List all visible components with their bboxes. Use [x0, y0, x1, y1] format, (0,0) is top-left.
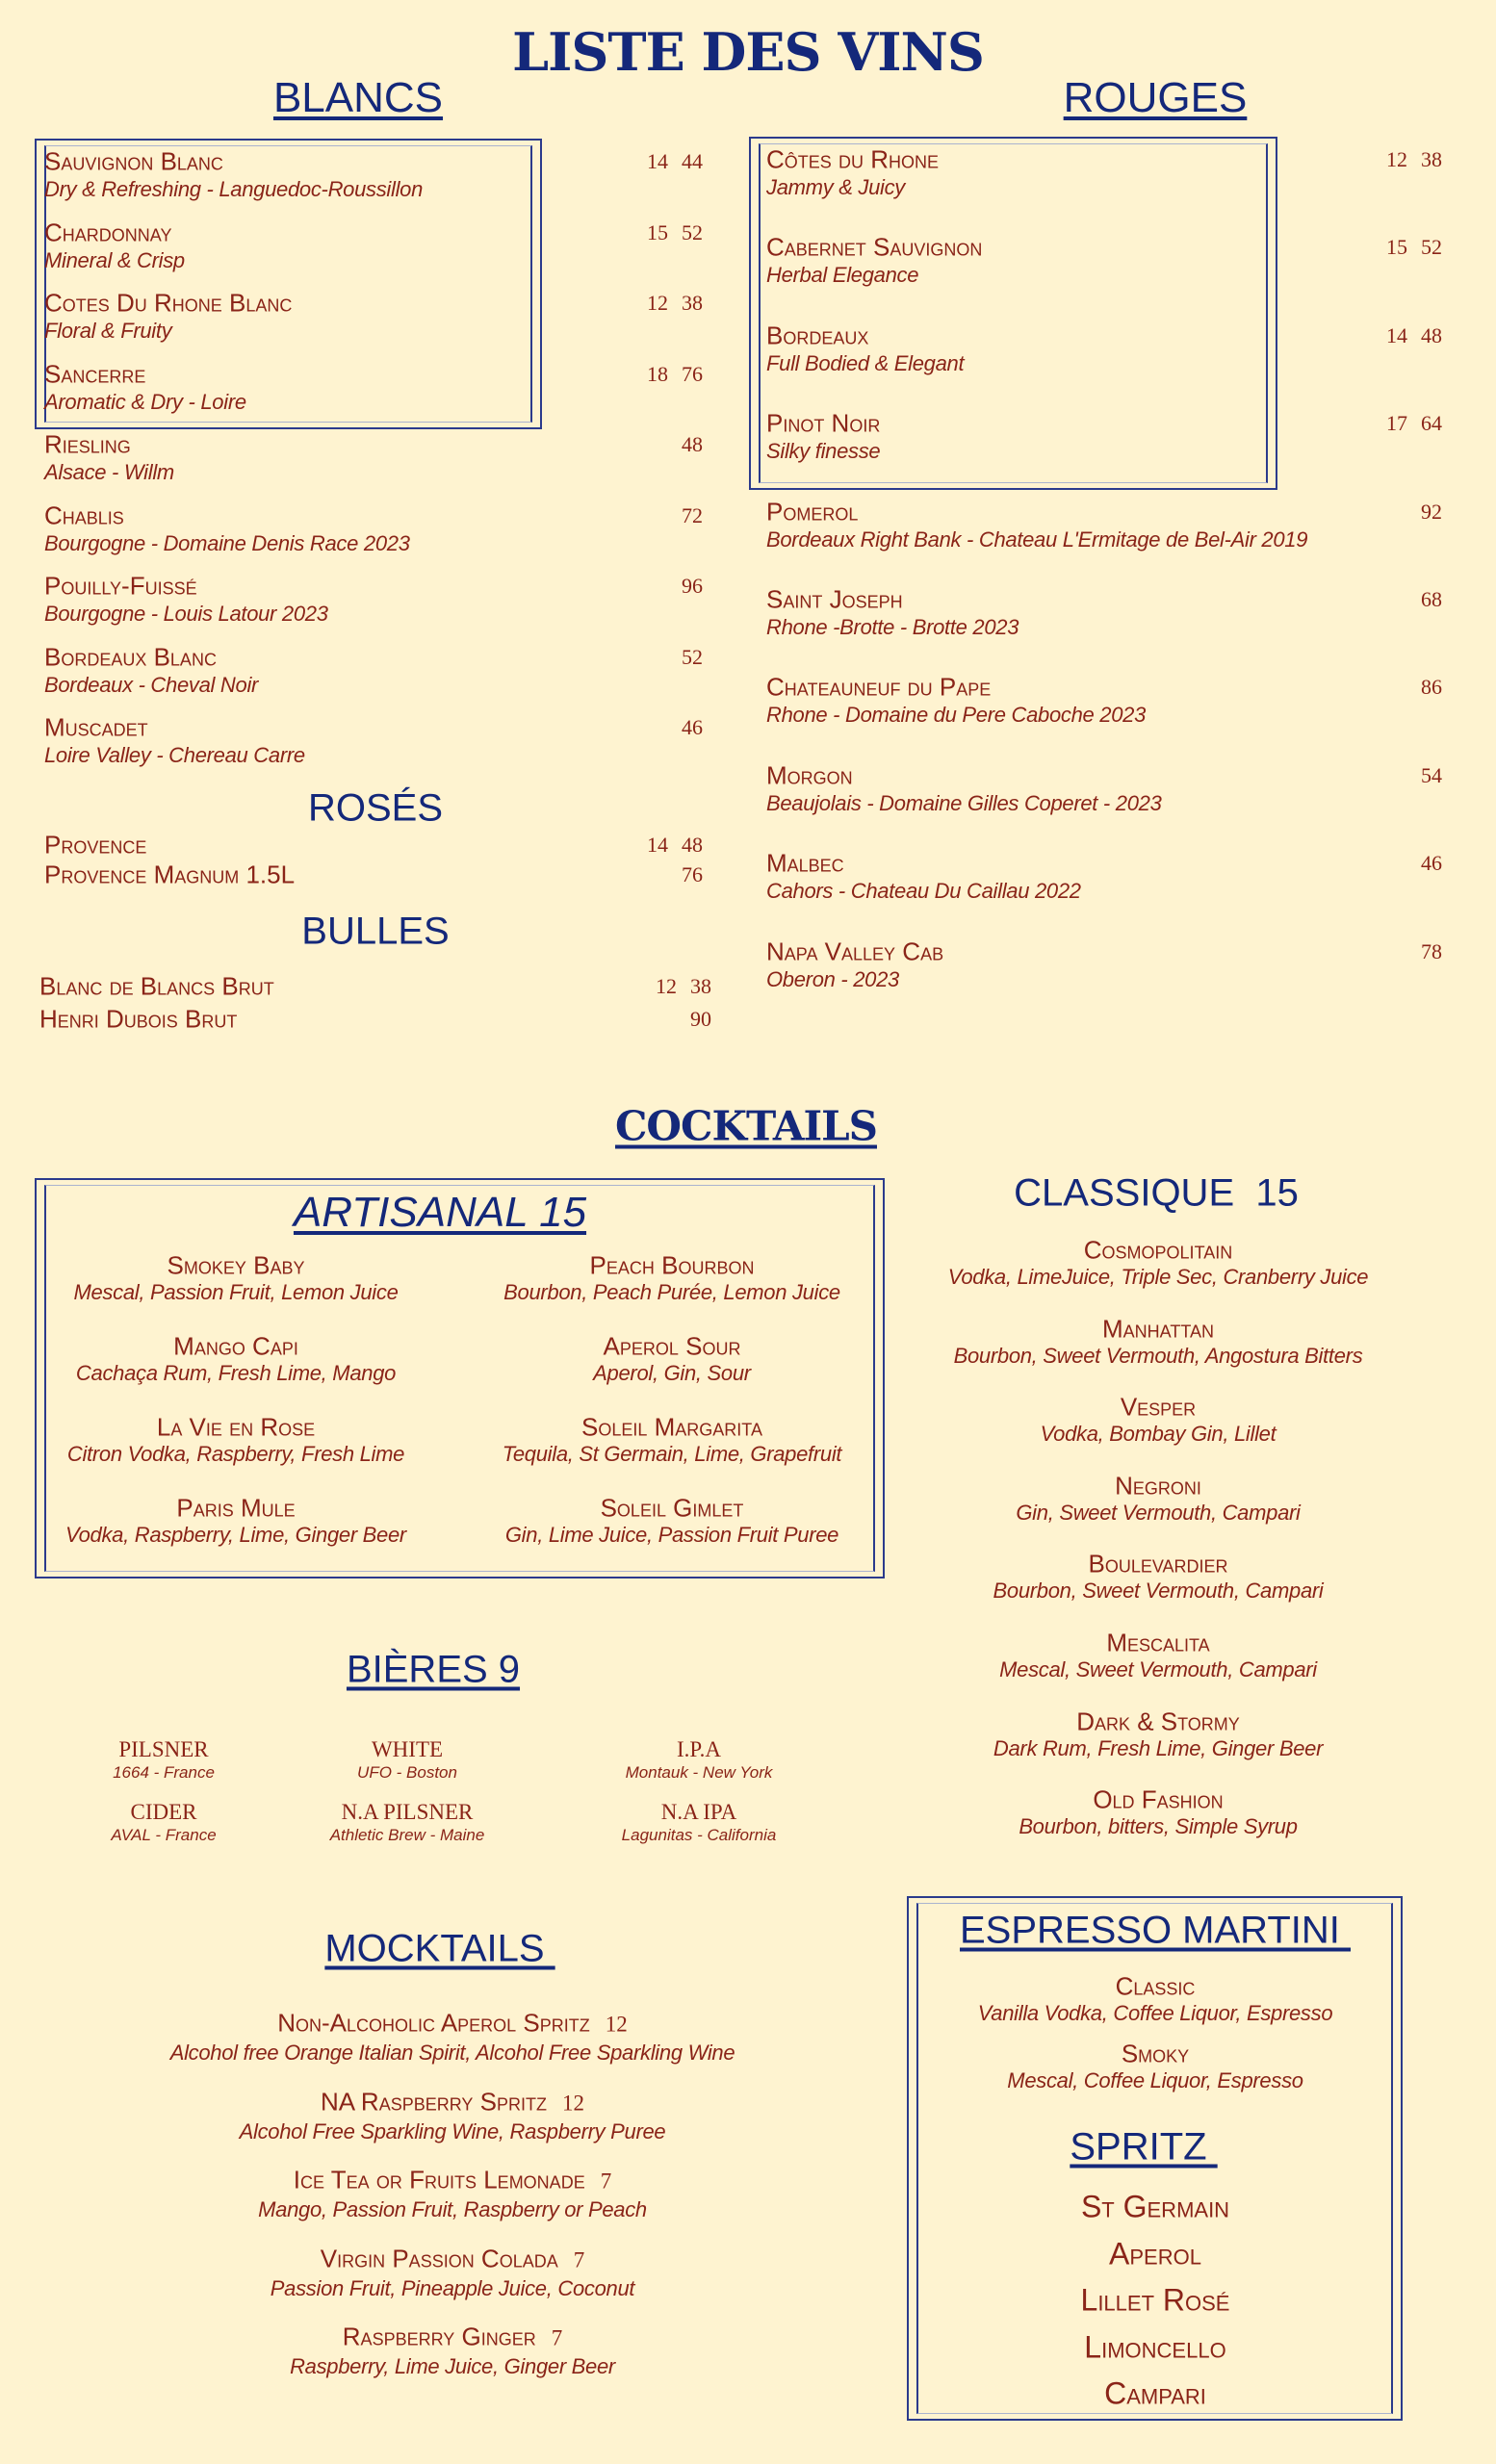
wine-name: Sauvignon Blanc: [44, 146, 223, 176]
beer-name: PILSNER: [118, 1737, 209, 1761]
bottle-price: 52: [682, 644, 703, 669]
wine-price: [1407, 675, 1442, 700]
bottle-price: 54: [1421, 762, 1442, 787]
cocktail-ingredients: Bourbon, Peach Purée, Lemon Juice: [503, 1280, 840, 1304]
cocktail-ingredients: Vodka, Raspberry, Lime, Ginger Beer: [65, 1523, 406, 1547]
bottle-price: 90: [690, 1007, 711, 1031]
cocktail-name: La Vie en Rose: [156, 1412, 316, 1442]
bottle-price: 72: [682, 502, 703, 527]
mocktail-name-row: [321, 2087, 584, 2117]
wine-price: [1373, 147, 1442, 172]
mocktail-price: 12: [561, 2091, 584, 2116]
spritz-item: Campari: [1104, 2375, 1206, 2411]
bottle-price: 38: [1421, 147, 1442, 171]
wine-price: [668, 715, 703, 740]
classique-heading: CLASSIQUE 15: [1014, 1171, 1299, 1215]
cocktail-ingredients: Mescal, Sweet Vermouth, Campari: [999, 1657, 1317, 1681]
wine-description: Loire Valley - Chereau Carre: [44, 743, 305, 767]
mocktail-ingredients: Passion Fruit, Pineapple Juice, Coconut: [270, 2275, 635, 2300]
beer-name: I.P.A: [676, 1737, 722, 1761]
wine-name: Chateauneuf du Pape: [766, 672, 992, 702]
wine-description: Herbal Elegance: [766, 263, 919, 288]
wine-price: [668, 432, 703, 457]
cocktail-name: Peach Bourbon: [589, 1250, 755, 1280]
bottle-price: 76: [682, 862, 703, 886]
beer-name: CIDER: [130, 1800, 197, 1824]
wine-name: Blanc de Blancs Brut: [39, 971, 274, 1001]
mocktail-name-row: [294, 2166, 611, 2195]
glass-price: 14: [1386, 322, 1407, 347]
glass-price: 14: [647, 149, 668, 173]
mocktail-price: 7: [600, 2169, 612, 2194]
roses-heading: ROSÉS: [307, 786, 444, 830]
bottle-price: 96: [682, 574, 703, 598]
glass-price: 17: [1386, 411, 1407, 436]
espresso-martini-ingredients: Vanilla Vodka, Coffee Liquor, Espresso: [977, 2001, 1333, 2025]
wine-price: [633, 149, 703, 174]
espresso-martini-ingredients: Mescal, Coffee Liquor, Espresso: [1007, 2068, 1303, 2092]
cocktail-name: Mescalita: [1106, 1628, 1210, 1657]
spritz-item: Limoncello: [1084, 2329, 1226, 2364]
wine-name: Sancerre: [44, 359, 146, 388]
bottle-price: 52: [682, 219, 703, 244]
wine-price: [668, 645, 703, 670]
wine-name: Pouilly-Fuissé: [44, 571, 197, 601]
wine-name: Cabernet Sauvignon: [766, 232, 983, 262]
wine-price: [1407, 587, 1442, 612]
bottle-price: 78: [1421, 938, 1442, 963]
beer-origin: Athletic Brew - Maine: [329, 1826, 485, 1844]
wine-name: Chardonnay: [44, 218, 172, 246]
cocktail-ingredients: Bourbon, Sweet Vermouth, Campari: [993, 1578, 1324, 1604]
wine-description: Oberon - 2023: [766, 966, 899, 991]
wine-description: Cahors - Chateau Du Caillau 2022: [766, 879, 1081, 904]
spritz-heading: SPRITZ: [1070, 2125, 1218, 2169]
cocktail-ingredients: Bourbon, Sweet Vermouth, Angostura Bitters: [953, 1343, 1363, 1368]
bottle-price: 44: [682, 149, 703, 173]
wine-description: Aromatic & Dry - Loire: [44, 389, 246, 414]
cocktail-ingredients: Dark Rum, Fresh Lime, Ginger Beer: [993, 1735, 1324, 1760]
glass-price: 14: [647, 833, 668, 857]
wine-description: Beaujolais - Domaine Gilles Coperet - 2023: [766, 790, 1162, 815]
cocktail-ingredients: Vodka, Bombay Gin, Lillet: [1040, 1422, 1277, 1447]
wine-description: Bourgogne - Domaine Denis Race 2023: [44, 530, 410, 555]
cocktail-name: Smokey Baby: [167, 1250, 305, 1280]
cocktail-ingredients: Cachaça Rum, Fresh Lime, Mango: [75, 1361, 397, 1385]
cocktail-name: Vesper: [1120, 1392, 1197, 1422]
glass-price: 15: [1386, 235, 1407, 260]
wine-name: Napa Valley Cab: [766, 937, 944, 966]
mocktails-heading: MOCKTAILS: [324, 1927, 555, 1970]
wine-price: [668, 503, 703, 528]
wine-price: [668, 574, 703, 599]
wine-name: Henri Dubois Brut: [39, 1004, 238, 1034]
beer-name: WHITE: [371, 1737, 444, 1761]
beer-origin: AVAL - France: [111, 1826, 217, 1844]
bulles-heading: BULLES: [301, 910, 450, 953]
beer-origin: 1664 - France: [113, 1763, 215, 1782]
beer-name: N.A PILSNER: [341, 1800, 474, 1824]
cocktail-ingredients: Mescal, Passion Fruit, Lemon Juice: [73, 1280, 399, 1304]
wine-name: Bordeaux: [766, 321, 869, 350]
wine-price: [1373, 411, 1442, 436]
cocktail-ingredients: Gin, Sweet Vermouth, Campari: [1016, 1500, 1301, 1525]
bottle-price: 68: [1421, 587, 1442, 611]
beer-origin: Lagunitas - California: [621, 1826, 777, 1844]
wine-description: Bordeaux - Cheval Noir: [44, 672, 259, 697]
wine-description: Bourgogne - Louis Latour 2023: [44, 602, 328, 626]
page-title: LISTE DES VINS: [512, 21, 984, 83]
blancs-heading: BLANCS: [272, 74, 444, 121]
cocktail-ingredients: Gin, Lime Juice, Passion Fruit Puree: [504, 1523, 839, 1547]
wine-price: [1373, 235, 1442, 260]
cocktail-name: Soleil Gimlet: [600, 1493, 744, 1523]
wine-price: [633, 291, 703, 316]
glass-price: 12: [1386, 147, 1407, 171]
wine-name: Riesling: [44, 429, 131, 459]
artisanal-heading: ARTISANAL 15: [293, 1189, 587, 1236]
cocktail-name: Mango Capi: [173, 1331, 298, 1361]
espresso-martini-name: Smoky: [1121, 2039, 1190, 2068]
mocktail-ingredients: Alcohol free Orange Italian Spirit, Alcohol Free Sparkling Wine: [169, 2040, 735, 2065]
glass-price: 12: [647, 291, 668, 315]
bottle-price: 38: [690, 974, 711, 998]
beer-name: N.A IPA: [660, 1800, 737, 1824]
bottle-price: 38: [682, 291, 703, 315]
bottle-price: 46: [682, 715, 703, 739]
wine-name: Saint Joseph: [766, 584, 903, 614]
bottle-price: 48: [682, 432, 703, 456]
espresso-martini-heading: ESPRESSO MARTINI: [959, 1909, 1352, 1952]
bottle-price: 64: [1421, 411, 1442, 436]
bottle-price: 86: [1421, 675, 1442, 700]
wine-name: Muscadet: [44, 712, 148, 742]
cocktail-ingredients: Bourbon, bitters, Simple Syrup: [1019, 1814, 1298, 1839]
wine-name: Pomerol: [766, 497, 859, 526]
mocktail-name-row: [277, 2009, 628, 2039]
wine-description: Full Bodied & Elegant: [766, 350, 965, 375]
glass-price: 18: [647, 361, 668, 386]
cocktails-heading: COCKTAILS: [615, 1102, 877, 1150]
wine-price: [1373, 323, 1442, 348]
wine-description: Rhone - Domaine du Pere Caboche 2023: [766, 703, 1147, 728]
wine-name: Côtes du Rhone: [766, 144, 940, 174]
cocktail-ingredients: Aperol, Gin, Sour: [593, 1361, 751, 1385]
glass-price: 12: [656, 974, 677, 998]
mocktail-ingredients: Alcohol Free Sparkling Wine, Raspberry Puree: [239, 2118, 666, 2143]
mocktail-ingredients: Mango, Passion Fruit, Raspberry or Peach: [258, 2197, 647, 2222]
wine-name: Cotes Du Rhone Blanc: [44, 288, 293, 318]
wine-description: Floral & Fruity: [44, 319, 172, 343]
wine-price: [1407, 851, 1442, 876]
wine-name: Morgon: [766, 760, 853, 790]
mocktail-name-row: [343, 2323, 562, 2352]
bottle-price: 76: [682, 361, 703, 386]
cocktail-name: Aperol Sour: [603, 1331, 741, 1361]
mocktail-name: Non-Alcoholic Aperol Spritz: [277, 2008, 590, 2038]
mocktail-price: 12: [605, 2012, 628, 2037]
wine-price: [1407, 500, 1442, 525]
wine-price: [677, 1007, 711, 1032]
mocktail-name: Virgin Passion Colada: [320, 2244, 558, 2273]
mocktail-price: 7: [551, 2325, 563, 2350]
wine-name: Provence Magnum 1.5L: [44, 860, 296, 889]
bottle-price: 52: [1421, 235, 1442, 260]
cocktail-name: Cosmopolitain: [1083, 1235, 1233, 1265]
spritz-item: Lillet Rosé: [1080, 2282, 1230, 2318]
mocktail-name: Ice Tea or Fruits Lemonade: [293, 2165, 585, 2194]
wine-name: Chablis: [44, 500, 124, 529]
spritz-item: St Germain: [1080, 2189, 1230, 2224]
mocktail-name-row: [321, 2244, 584, 2273]
wine-description: Rhone -Brotte - Brotte 2023: [766, 615, 1019, 639]
wine-description: Mineral & Crisp: [44, 247, 185, 272]
glass-price: 15: [647, 219, 668, 244]
wine-price: [633, 220, 703, 245]
cocktail-name: Negroni: [1115, 1471, 1201, 1501]
cocktail-ingredients: Tequila, St Germain, Lime, Grapefruit: [502, 1442, 842, 1466]
cocktail-name: Old Fashion: [1093, 1784, 1224, 1814]
wine-price: [642, 974, 711, 999]
mocktail-ingredients: Raspberry, Lime Juice, Ginger Beer: [290, 2354, 615, 2379]
cocktail-ingredients: Vodka, LimeJuice, Triple Sec, Cranberry Juice: [947, 1265, 1369, 1289]
cocktail-name: Paris Mule: [176, 1493, 296, 1523]
bieres-heading: BIÈRES 9: [346, 1648, 521, 1691]
cocktail-name: Manhattan: [1102, 1314, 1214, 1344]
bottle-price: 48: [682, 833, 703, 857]
beer-origin: Montauk - New York: [625, 1763, 773, 1782]
spritz-item: Aperol: [1109, 2236, 1201, 2271]
rouges-heading: ROUGES: [1063, 74, 1248, 121]
bottle-price: 48: [1421, 322, 1442, 347]
wine-name: Pinot Noir: [766, 408, 881, 438]
wine-price: [668, 862, 703, 887]
cocktail-name: Dark & Stormy: [1076, 1707, 1240, 1736]
espresso-martini-name: Classic: [1115, 1971, 1196, 2001]
wine-description: Jammy & Juicy: [766, 175, 906, 199]
wine-price: [633, 362, 703, 387]
bottle-price: 92: [1421, 499, 1442, 524]
wine-description: Bordeaux Right Bank - Chateau L'Ermitage de Bel-Air 2019: [766, 526, 1308, 552]
mocktail-name: NA Raspberry Spritz: [321, 2087, 547, 2117]
cocktail-ingredients: Citron Vodka, Raspberry, Fresh Lime: [66, 1442, 405, 1466]
wine-name: Provence: [44, 830, 147, 860]
wine-description: Dry & Refreshing - Languedoc-Roussillon: [44, 177, 424, 201]
wine-description: Alsace - Willm: [44, 460, 174, 484]
wine-price: [1407, 763, 1442, 788]
wine-name: Malbec: [766, 848, 844, 878]
cocktail-name: Boulevardier: [1088, 1549, 1228, 1578]
wine-price: [1407, 939, 1442, 964]
wine-price: [633, 833, 703, 858]
wine-name: Bordeaux Blanc: [44, 642, 217, 671]
cocktail-name: Soleil Margarita: [581, 1412, 762, 1442]
bottle-price: 46: [1421, 851, 1442, 876]
mocktail-name: Raspberry Ginger: [342, 2322, 536, 2351]
beer-origin: UFO - Boston: [357, 1763, 457, 1782]
wine-description: Silky finesse: [766, 439, 881, 464]
mocktail-price: 7: [573, 2247, 585, 2272]
